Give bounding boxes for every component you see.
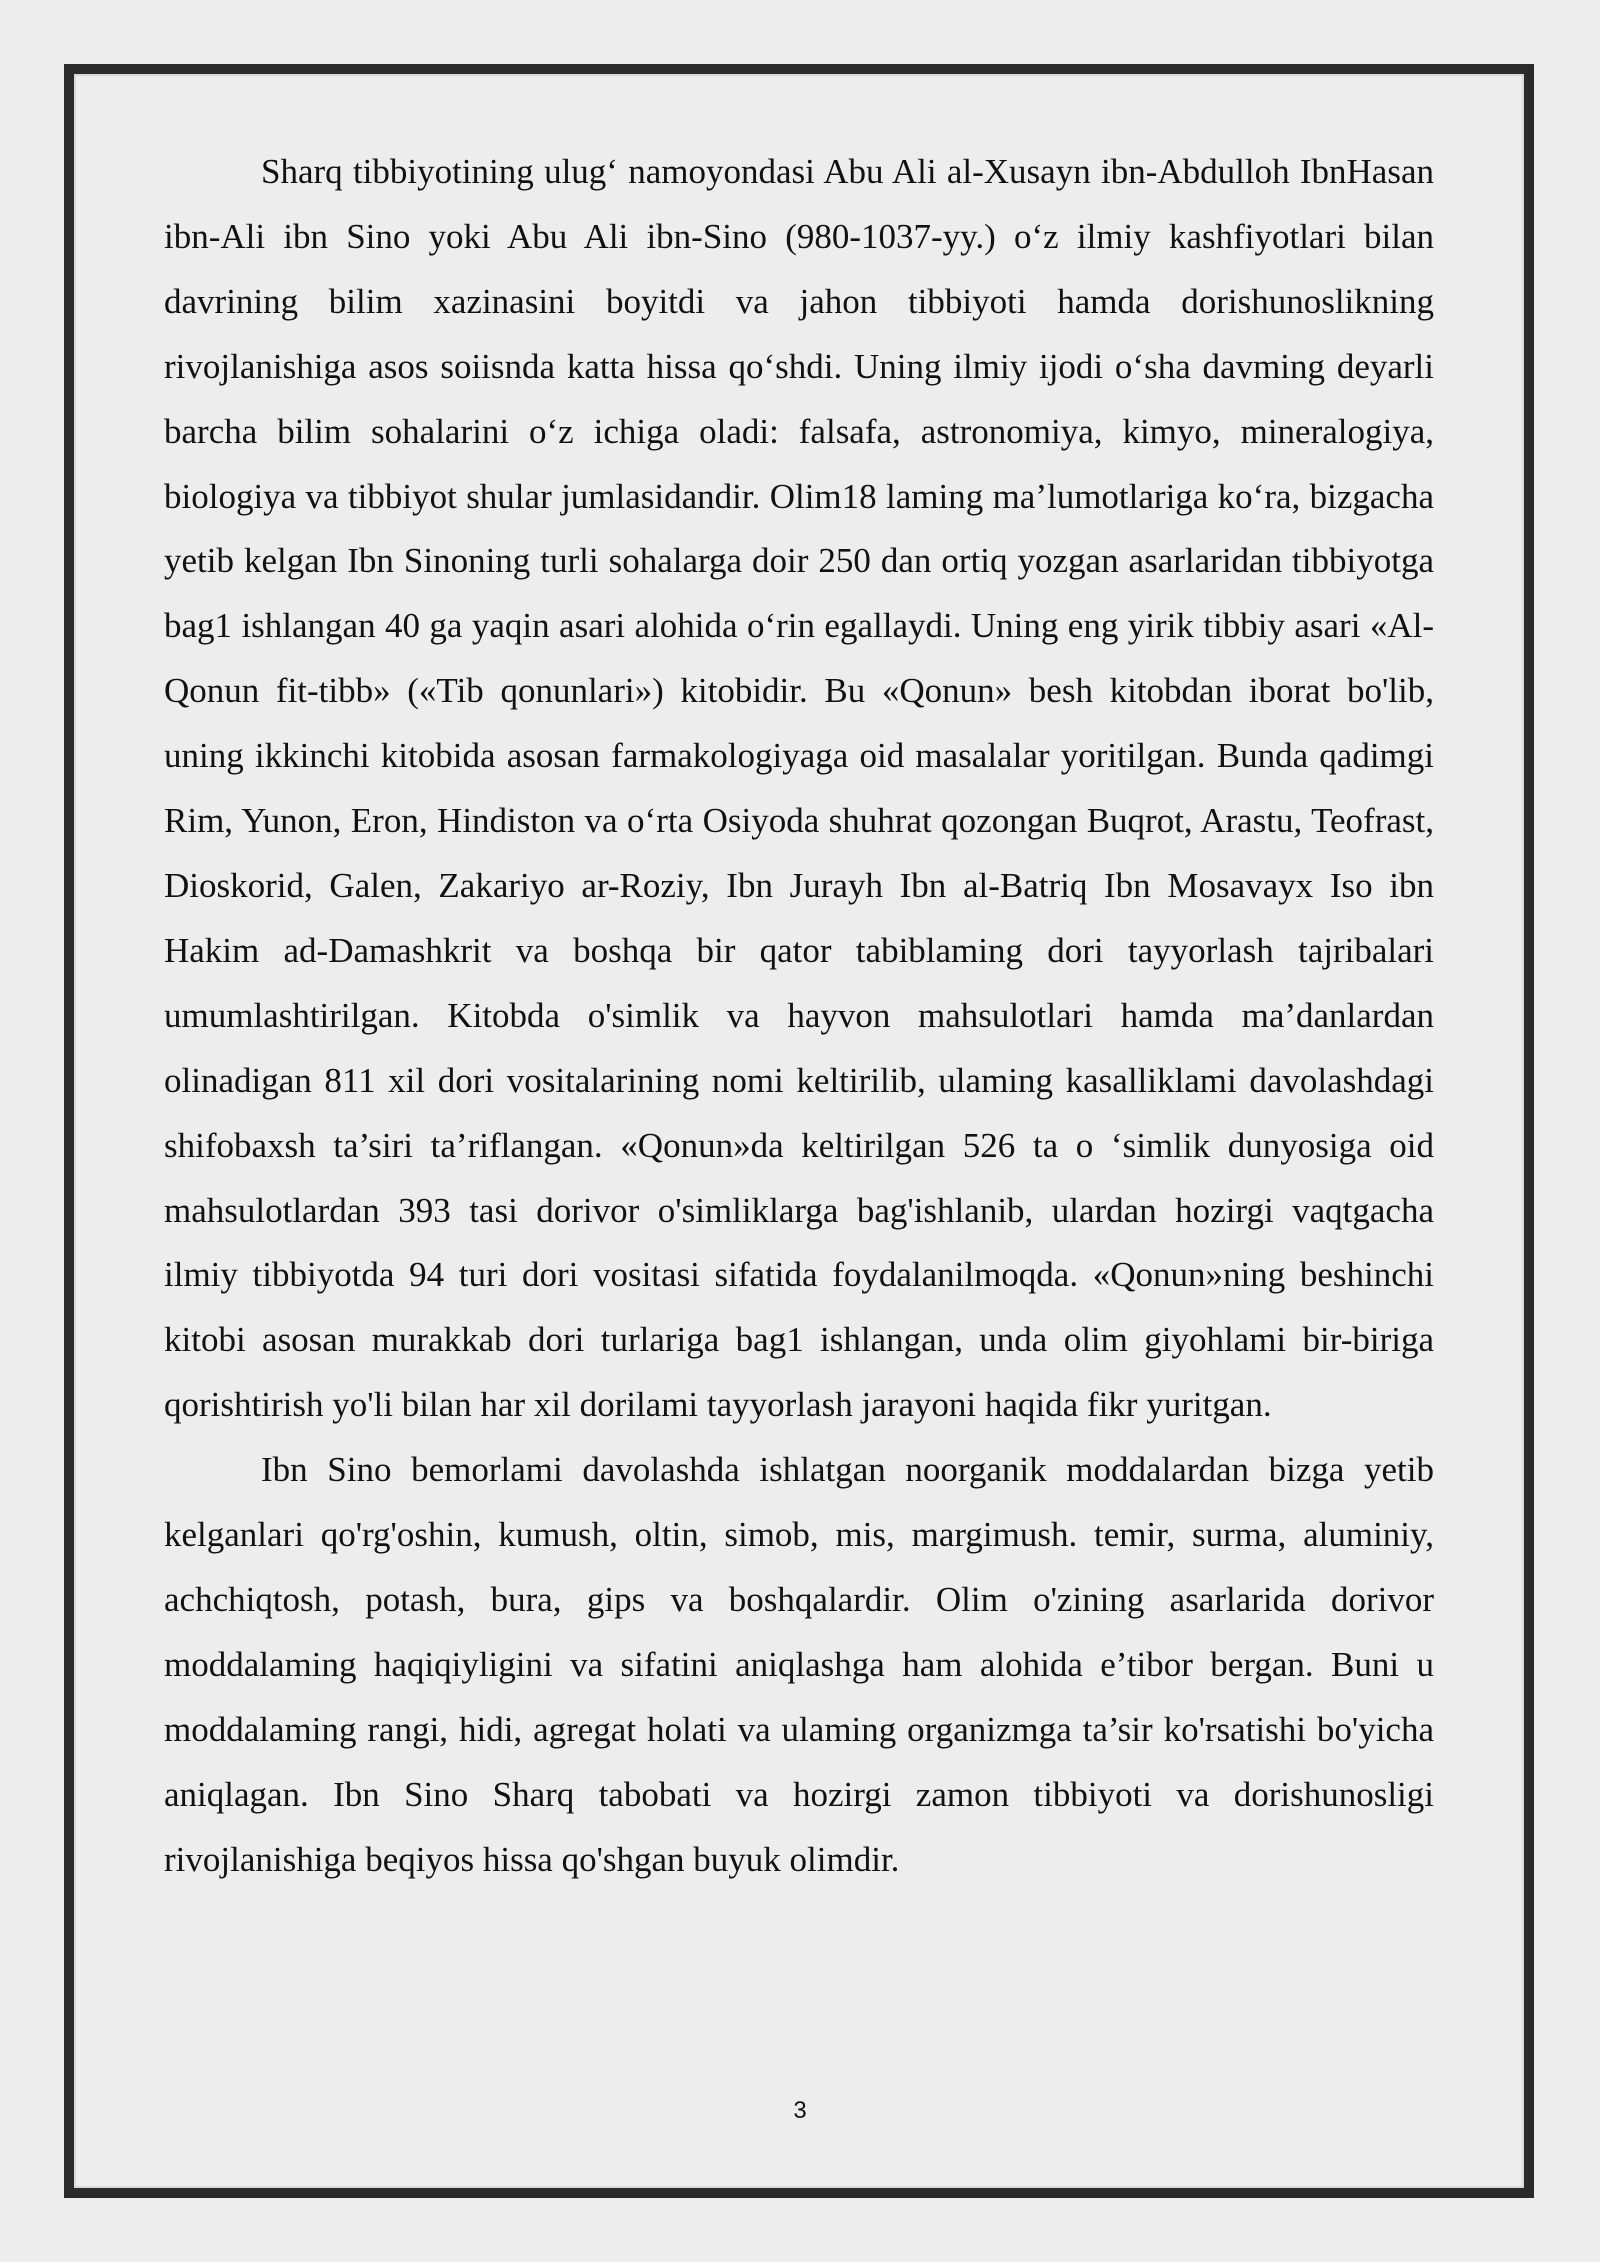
page-number: 3: [793, 2097, 807, 2124]
paragraph-1: Sharq tibbiyotining ulug‘ namoyondasi Abu Ali al-Xusayn ibn-Abdulloh IbnHasan ibn-Ali ibn Sino yoki Abu Ali ibn-Sino (980-1037-yy.) o‘z ilmiy kashfiyotlari bilan davrining bilim xazinasini boyitdi va jahon tibbiyoti hamda dorishunoslikning rivojlanishiga asos soiisnda katta hissa qo‘shdi. Uning ilmiy ijodi o‘sha davming deyarli barcha bilim sohalarini o‘z ichiga oladi: falsafa, astronomiya, kimyo, mineralogiya, biologiya va tibbiyot shular jumlasidandir. Olim18 laming ma’lumotlariga ko‘ra, bizgacha yetib kelgan Ibn Sinoning turli sohalarga doir 250 dan ortiq yozgan asarlaridan tibbiyotga bag1 ishlangan 40 ga yaqin asari alohida o‘rin egallaydi. Uning eng yirik tibbiy asari «Al-Qonun fit-tibb» («Tib qonunlari») kitobidir. Bu «Qonun» besh kitobdan iborat bo'lib, uning ikkinchi kitobida asosan farmakologiyaga oid masalalar yoritilgan. Bunda qadimgi Rim, Yunon, Eron, Hindiston va o‘rta Osiyoda shuhrat qozongan Buqrot, Arastu, Teofrast, Dioskorid, Galen, Zakariyo ar-Roziy, Ibn Jurayh Ibn al-Batriq Ibn Mosavayx Iso ibn Hakim ad-Damashkrit va boshqa bir qator tabiblaming dori tayyorlash tajribalari umumlashtirilgan. Kitobda o'simlik va hayvon mahsulotlari hamda ma’danlardan olinadigan 811 xil dori vositalarining nomi keltirilib, ulaming kasalliklami davolashdagi shifobaxsh ta’siri ta’riflangan. «Qonun»da keltirilgan 526 ta o ‘simlik dunyosiga oid mahsulotlardan 393 tasi dorivor o'simliklarga bag'ishlanib, ulardan hozirgi vaqtgacha ilmiy tibbiyotda 94 turi dori vositasi sifatida foydalanilmoqda. «Qonun»ning beshinchi kitobi asosan murakkab dori turlariga bag1 ishlangan, unda olim giyohlami bir-biriga qorishtirish yo'li bilan har xil dorilami tayyorlash jarayoni haqida fikr yuritgan.: [164, 152, 1434, 1425]
paragraph-2: Ibn Sino bemorlami davolashda ishlatgan noorganik moddalardan bizga yetib kelganlari qo'rg'oshin, kumush, oltin, simob, mis, margimush. temir, surma, aluminiy, achchiqtosh, potash, bura, gips va boshqalardir. Olim o'zining asarlarida dorivor moddalaming haqiqiyligini va sifatini aniqlashga ham alohida e’tibor bergan. Buni u moddalaming rangi, hidi, agregat holati va ulaming organizmga ta’sir ko'rsatishi bo'yicha aniqlagan. Ibn Sino Sharq tabobati va hozirgi zamon tibbiyoti va dorishunosligi rivojlanishiga beqiyos hissa qo'shgan buyuk olimdir.: [164, 1450, 1434, 1879]
document-body: [164, 140, 1434, 1892]
